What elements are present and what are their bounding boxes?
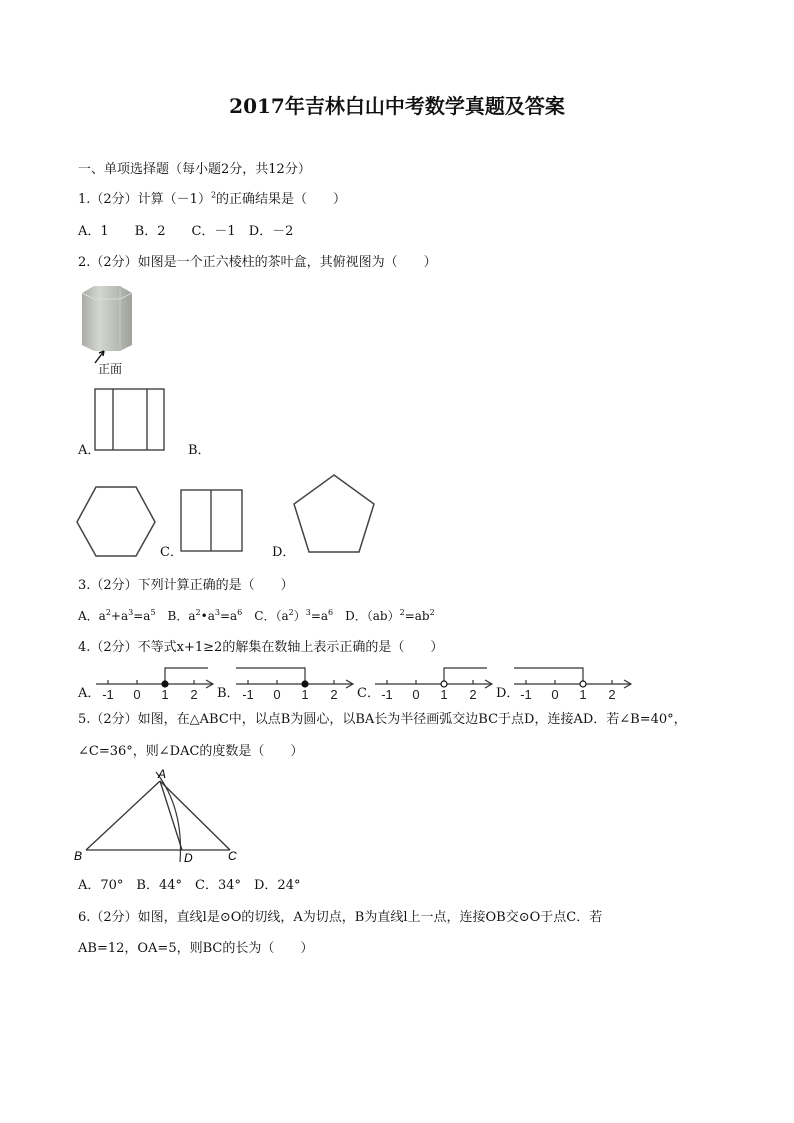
tick-label: 1	[301, 687, 309, 702]
vertex-a-label: A	[158, 767, 167, 781]
solution-ray	[236, 668, 305, 684]
question-3-stem: 3.（2分）下列计算正确的是（ ）	[78, 578, 294, 593]
question-4-option-b-label: B．	[217, 686, 240, 701]
question-4-option-d-label: D．	[496, 686, 520, 701]
tick-label: 2	[608, 687, 616, 702]
tick-label: 0	[133, 687, 141, 702]
option-d-figure-pentagon	[290, 472, 378, 556]
point-d-label: D	[184, 851, 193, 865]
question-2-option-d-label: D．	[272, 545, 296, 560]
solution-ray	[444, 668, 487, 684]
option-b-figure-hexagon	[75, 485, 157, 559]
question-2-option-a-label: A．	[78, 443, 101, 458]
open-point	[580, 681, 586, 687]
tea-box-photo	[76, 285, 136, 351]
question-5-line-1: 5.（2分）如图，在△ABC中，以点B为圆心，以BA长为半径画弧交边BC于点D，连接AD．若∠B=40°，	[78, 712, 687, 727]
tick-label: 2	[190, 687, 198, 702]
section-heading: 一、单项选择题（每小题2分，共12分）	[78, 162, 311, 177]
solution-ray	[165, 668, 208, 684]
tick-label: 1	[440, 687, 448, 702]
question-5-options: A．70° B．44° C．34° D．24°	[78, 878, 301, 893]
open-point	[441, 681, 447, 687]
tick-label: -1	[102, 687, 114, 702]
option-c-figure	[180, 489, 244, 553]
question-2-option-b-label: B．	[188, 443, 211, 458]
solution-ray	[514, 668, 583, 684]
closed-point	[302, 681, 308, 687]
question-3-options: A．$a^2+a^3=a^5$ B．$a^2•a^3=a^6$ C．$(a^2)^3=a^6$ D．$(ab)^2=ab^2$	[78, 608, 435, 623]
question-6-line-1: 6.（2分）如图，直线l是⊙O的切线，A为切点，B为直线l上一点，连接OB交⊙O于点C．若	[78, 910, 603, 925]
question-4-option-a-label: A．	[78, 686, 101, 701]
question-2-option-c-label: C．	[160, 545, 183, 560]
option-a-figure	[94, 388, 166, 452]
question-4-option-c-label: C．	[357, 686, 380, 701]
tick-label: -1	[520, 687, 532, 702]
question-4-stem: 4.（2分）不等式x+1≥2的解集在数轴上表示正确的是（ ）	[78, 640, 444, 655]
question-1-options: A．1 B．2 C．－1 D．－2	[78, 224, 294, 239]
tick-label: 2	[330, 687, 338, 702]
vertex-b-label: B	[74, 849, 83, 863]
number-line-option-a	[96, 664, 216, 704]
photo-caption: 正面	[98, 362, 123, 376]
tick-label: -1	[381, 687, 393, 702]
tick-label: 0	[273, 687, 281, 702]
tick-label: 1	[161, 687, 169, 702]
vertex-c-label: C	[228, 849, 237, 863]
triangle-abc-figure	[72, 766, 252, 866]
tick-label: -1	[242, 687, 254, 702]
question-6-line-2: AB=12，OA=5，则BC的长为（ ）	[78, 941, 314, 956]
number-line-option-d	[514, 664, 634, 704]
question-2-stem: 2.（2分）如图是一个正六棱柱的茶叶盒，其俯视图为（ ）	[78, 255, 437, 270]
question-1-stem: 1.（2分）计算$(-1)^2$的正确结果是（ ）	[78, 190, 347, 207]
number-line-option-b	[236, 664, 356, 704]
question-5-line-2: ∠C=36°，则∠DAC的度数是（ ）	[78, 744, 304, 759]
closed-point	[162, 681, 168, 687]
tick-label: 1	[579, 687, 587, 702]
number-line-option-c	[375, 664, 495, 704]
tick-label: 2	[469, 687, 477, 702]
page-title: 2017年吉林白山中考数学真题及答案	[229, 94, 565, 118]
tick-label: 0	[412, 687, 420, 702]
tick-label: 0	[551, 687, 559, 702]
